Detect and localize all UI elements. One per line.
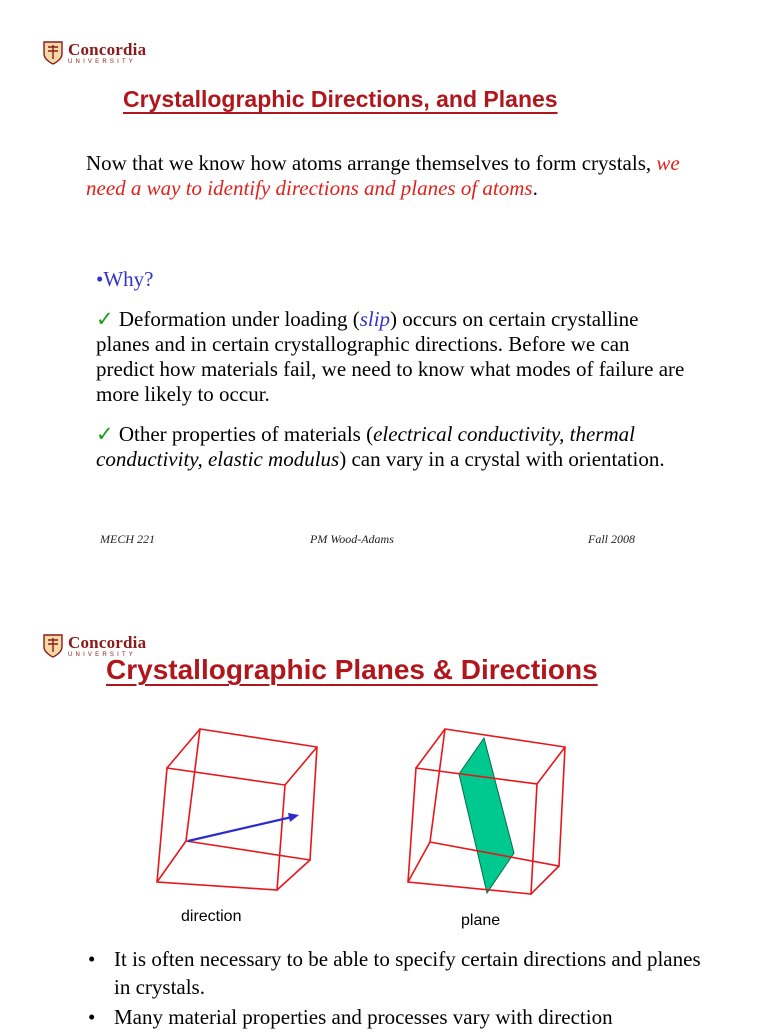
logo-name: Concordia <box>68 633 147 652</box>
point-2-props: electrical conductivity, thermal conductivity, elastic modulus <box>96 422 635 471</box>
why-heading: •Why? <box>96 267 154 291</box>
intro-highlight: we need a way to identify directions and planes of atoms <box>86 151 680 200</box>
checkmark-icon: ✓ <box>96 307 114 331</box>
bullet-text: It is often necessary to be able to specify certain directions and planes in crystals. <box>114 947 701 999</box>
plane-label: plane <box>461 912 501 929</box>
intro-text: Now that we know how atoms arrange themselves to form crystals, <box>86 151 657 175</box>
cube-front-face <box>157 768 285 890</box>
point-2 <box>96 422 686 472</box>
slide-2-title: Crystallographic Planes & Directions <box>106 654 598 685</box>
point-2-b: ) can vary in a crystal with orientation. <box>339 447 665 471</box>
footer-author: PM Wood-Adams <box>310 532 394 546</box>
list-item <box>88 1003 708 1031</box>
crystal-plane <box>459 738 514 893</box>
point-2-a: Other properties of materials ( <box>113 422 374 446</box>
bullet-text: Many material properties and processes vary with direction <box>114 1005 613 1029</box>
checkmark-icon: ✓ <box>96 422 114 446</box>
concordia-logo <box>42 40 146 66</box>
slide-1-title: Crystallographic Directions, and Planes <box>123 86 558 112</box>
plane-cube-figure <box>402 722 574 897</box>
intro-end: . <box>532 176 538 200</box>
point-1-a: Deformation under loading ( <box>113 307 360 331</box>
logo-subtitle: UNIVERSITY <box>68 652 137 658</box>
point-1 <box>96 307 686 407</box>
direction-cube-figure <box>150 722 325 892</box>
logo-subtitle: UNIVERSITY <box>68 59 137 65</box>
point-1-slip: slip <box>359 307 391 331</box>
list-item <box>88 945 708 1001</box>
bullet-icon: • <box>88 1005 96 1029</box>
slide-2-bullets <box>88 945 708 1033</box>
point-1-b: ) occurs on certain crystalline planes and in certain crystallographic directions. Before we can predict how materials fail, we need to know what modes of failure are more likely to occur. <box>96 307 685 406</box>
direction-label: direction <box>181 908 242 925</box>
cube-back-face <box>186 729 317 860</box>
intro-paragraph <box>86 151 686 201</box>
logo-name: Concordia <box>68 40 147 59</box>
footer-course: MECH 221 <box>100 532 155 546</box>
concordia-crest-icon <box>42 633 64 659</box>
footer-term: Fall 2008 <box>588 532 635 546</box>
bullet-icon: • <box>88 947 96 971</box>
concordia-crest-icon <box>42 40 64 66</box>
